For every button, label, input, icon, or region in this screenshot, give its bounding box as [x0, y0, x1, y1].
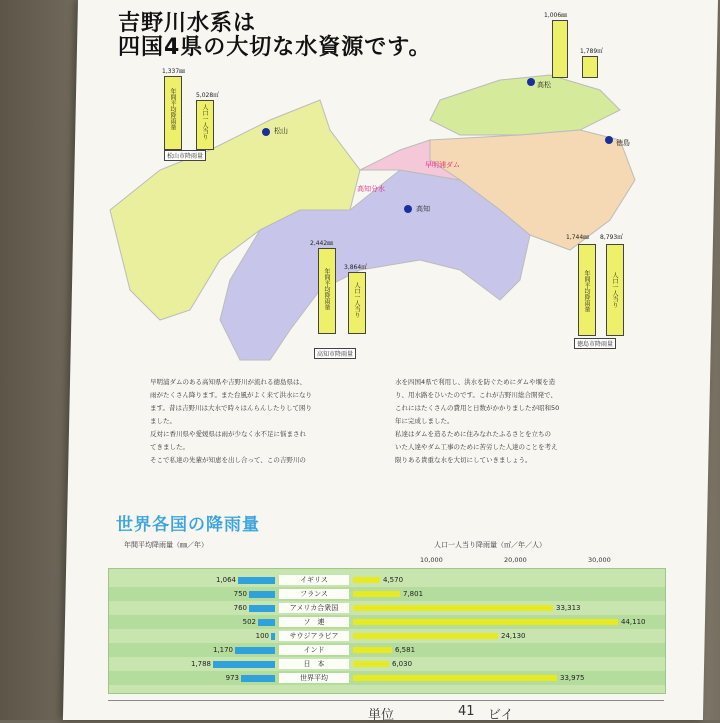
left-value-label: 1,788 [190, 660, 211, 668]
info-left-pop-label: 人口一人当り [201, 104, 208, 140]
rainfall-chart [108, 568, 666, 694]
info-right-pop-value: 8,793㎥ [600, 234, 624, 241]
chart-row [109, 629, 665, 643]
takamatsu-marker [527, 78, 535, 86]
chart-row [109, 643, 665, 657]
left-bar [235, 647, 275, 654]
left-value-label: 1,170 [212, 646, 233, 654]
paragraph-line: いた人達やダム工事のために苦労した人達のことを考え [395, 443, 558, 451]
map-city-label: 徳島 [616, 139, 630, 147]
left-bar [258, 619, 275, 626]
info-left-rain-value: 1,337㎜ [162, 68, 186, 75]
paragraph-line: 限りある貴重な水を大切にしていきましょう。 [395, 456, 532, 464]
paragraph-line: そこで私達の先輩が知恵を出し合って、この吉野川の [150, 456, 306, 464]
info-center-pop-value: 3,864㎥ [344, 264, 368, 271]
page-title-line1: 吉野川水系は [118, 11, 257, 36]
paragraph-line: 年に完成しました。 [395, 417, 454, 425]
chart-row [109, 657, 665, 671]
right-axis-header: 人口一人当り降雨量（㎥／年／人） [434, 541, 546, 549]
chart-row [109, 671, 665, 685]
right-value-label: 33,313 [556, 604, 581, 612]
bottom-fragment: ビイ [488, 708, 514, 723]
paragraph-line: 水を四国4県で利用し、洪水を防ぐためにダムや堰を造 [395, 378, 556, 386]
right-bar [353, 577, 380, 583]
right-bar [353, 619, 618, 625]
left-value-label: 1,064 [215, 576, 236, 584]
left-bar [213, 661, 275, 668]
info-left-rain-label: 年間平均降雨量 [169, 88, 176, 130]
left-axis-header: 年間平均降雨量（㎜／年） [124, 541, 208, 549]
left-bar [271, 633, 275, 640]
page-title-line2: 四国4県の大切な水資源です。 [118, 35, 432, 60]
info-center-caption: 高知市降雨量 [314, 348, 356, 359]
tokushima-marker [605, 136, 613, 144]
paragraph-line: 早明浦ダムのある高知県や吉野川が流れる徳島県は、 [150, 378, 306, 386]
info-center-pop-label: 人口一人当り [353, 282, 360, 318]
right-bar [353, 633, 498, 639]
left-value-label: 973 [225, 674, 239, 682]
shikoku-map [100, 60, 660, 380]
right-value-label: 33,975 [560, 674, 585, 682]
paragraph-right [395, 376, 635, 467]
right-value-label: 4,570 [383, 576, 404, 584]
map-city-label: 高知 [416, 205, 430, 213]
country-label: サウジアラビア [279, 631, 349, 641]
map-dam-label: 高知分水 [357, 185, 385, 193]
info-right-pop-label: 人口一人当り [611, 272, 618, 308]
left-value-label: 750 [233, 590, 247, 598]
paragraph-line: 雨がたくさん降ります。また台風がよく来て洪水になり [150, 391, 312, 399]
left-bar [249, 591, 275, 598]
paragraph-line: てきました。 [150, 443, 189, 451]
left-value-label: 100 [255, 632, 269, 640]
right-bar [353, 661, 389, 667]
paragraph-line: ました。 [150, 417, 176, 425]
section-title: 世界各国の降雨量 [116, 515, 260, 535]
kochi-marker [404, 205, 412, 213]
info-top-rain-bar [552, 20, 568, 78]
left-bar [249, 605, 275, 612]
right-bar [353, 591, 400, 597]
info-center-rain-label: 年間平均降雨量 [323, 268, 330, 310]
chart-row [109, 601, 665, 615]
info-right-rain-value: 1,744㎜ [566, 234, 590, 241]
map-city-label: 高松 [537, 81, 551, 89]
country-label: イギリス [279, 575, 349, 585]
tick-label: 10,000 [420, 556, 443, 564]
info-top-rain-value: 1,006㎜ [544, 12, 568, 19]
right-value-label: 44,110 [621, 618, 646, 626]
info-right-caption: 徳島市降雨量 [574, 338, 616, 349]
info-top-pop-bar [582, 56, 598, 78]
map-city-label: 松山 [274, 127, 288, 135]
info-top-pop-value: 1,789㎥ [580, 48, 604, 55]
country-label: ソ 連 [279, 617, 349, 627]
chart-row [109, 615, 665, 629]
paragraph-line: り、用水路をひいたのです。これが吉野川総合開発で、 [395, 391, 557, 399]
country-label: 世界平均 [279, 673, 349, 683]
info-right-rain-label: 年間平均降雨量 [583, 270, 590, 312]
chart-row [109, 573, 665, 587]
right-bar [353, 675, 557, 681]
paragraph-line: 反対に香川県や愛媛県は雨が少なく水不足に悩まされ [150, 430, 306, 438]
country-label: インド [279, 645, 349, 655]
left-value-label: 502 [242, 618, 256, 626]
left-bar [238, 577, 275, 584]
country-label: 日 本 [279, 659, 349, 669]
paragraph-line: これにはたくさんの費用と日数がかかりましたが昭和50 [395, 404, 560, 412]
left-bar [241, 675, 275, 682]
right-bar [353, 647, 392, 653]
country-label: フランス [279, 589, 349, 599]
info-center-rain-value: 2,442㎜ [310, 240, 334, 247]
paragraph-line: ます。昔は吉野川は大水で時々はんらんしたりして困り [150, 404, 312, 412]
info-left-caption: 松山市降雨量 [164, 150, 206, 161]
paragraph-left [150, 376, 380, 467]
left-value-label: 760 [233, 604, 247, 612]
chart-row [109, 587, 665, 601]
bottom-fragment: 41 [458, 704, 475, 719]
right-bar [353, 605, 553, 611]
right-value-label: 24,130 [501, 632, 526, 640]
info-left-pop-value: 5,028㎥ [196, 92, 220, 99]
country-label: アメリカ合衆国 [279, 603, 349, 613]
matsuyama-marker [262, 128, 270, 136]
tick-label: 20,000 [504, 556, 527, 564]
bottom-fragment: 単位 [368, 708, 395, 723]
tick-label: 30,000 [588, 556, 611, 564]
paragraph-line: 私達はダムを造るために住みなれたふるさとを立ちの [395, 430, 551, 438]
right-value-label: 7,801 [403, 590, 424, 598]
region-kagawa [430, 75, 620, 135]
right-value-label: 6,030 [392, 660, 413, 668]
right-value-label: 6,581 [395, 646, 416, 654]
map-dam-label: 早明浦ダム [425, 161, 460, 169]
